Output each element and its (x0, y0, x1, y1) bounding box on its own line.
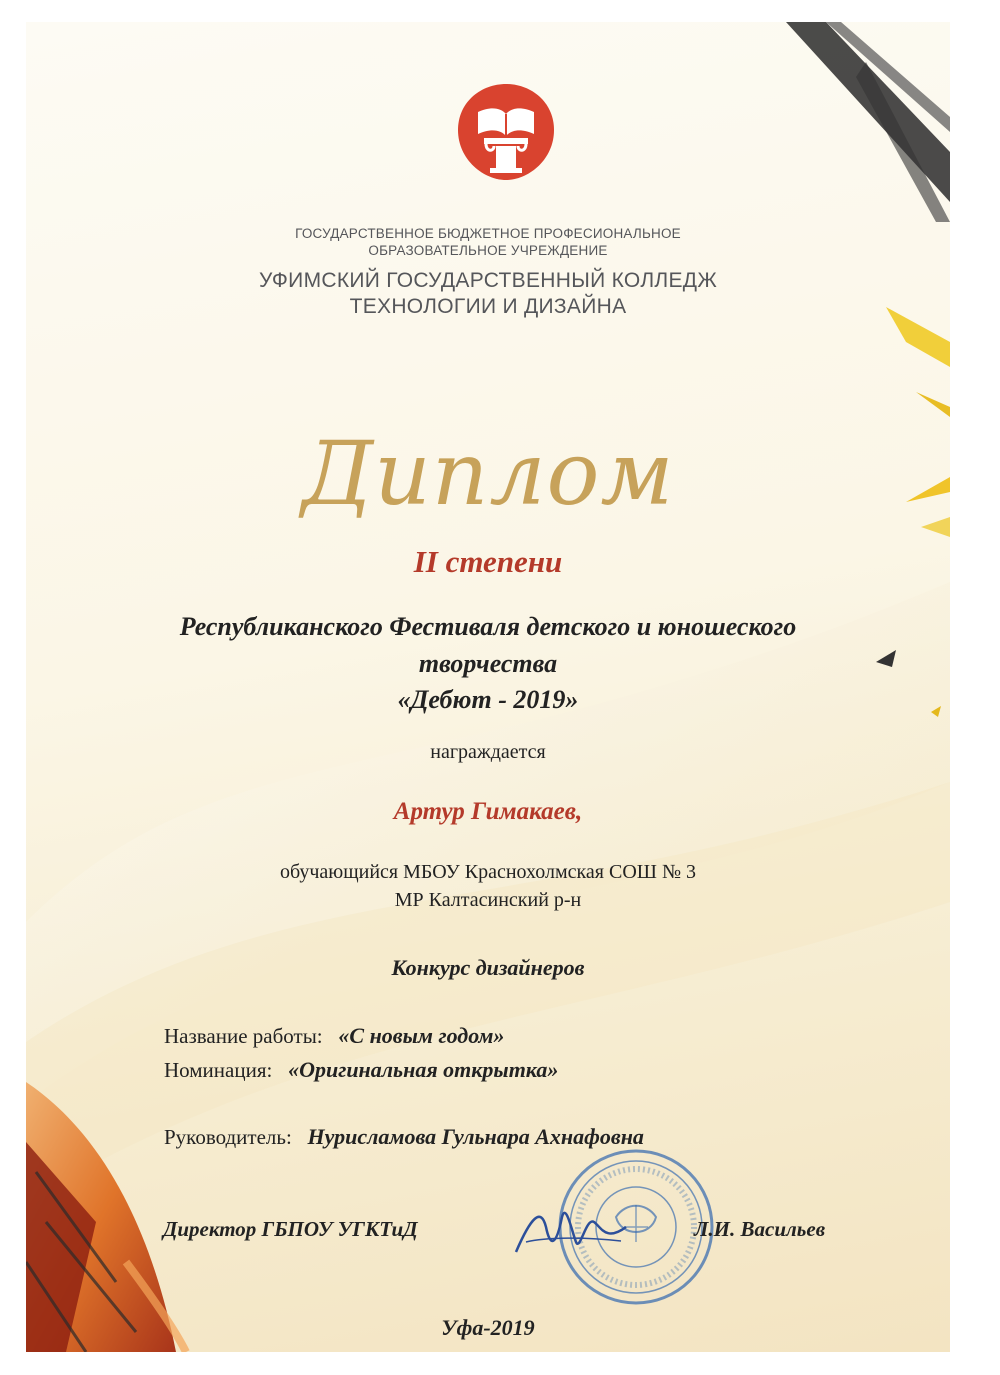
awardee-name: Артур Гимакаев, (393, 798, 583, 825)
work-title-label: Название работы: (164, 1024, 323, 1048)
city-year: Уфа-2019 (441, 1315, 535, 1340)
director-name: Л.И. Васильев (694, 1217, 826, 1241)
awarded-text: награждается (430, 741, 546, 763)
contest-name: Конкурс дизайнеров (391, 955, 585, 980)
festival-line-2: творчества (418, 649, 558, 678)
diploma-page (26, 22, 950, 1352)
school-line-2: МР Калтасинский р-н (394, 889, 582, 911)
festival-line-3: «Дебют - 2019» (397, 685, 579, 714)
org-line-3: УФИМСКИЙ ГОСУДАРСТВЕННЫЙ КОЛЛЕДЖ (258, 269, 718, 292)
nomination-value: «Оригинальная открытка» (288, 1057, 559, 1082)
director-signature (506, 1197, 636, 1267)
nomination-row (164, 1056, 558, 1084)
org-line-2: ОБРАЗОВАТЕЛЬНОЕ УЧРЕЖДЕНИЕ (368, 243, 608, 258)
org-line-4: ТЕХНОЛОГИИ И ДИЗАЙНА (349, 295, 627, 318)
org-line-1: ГОСУДАРСТВЕННОЕ БЮДЖЕТНОЕ ПРОФЕСИОНАЛЬНОЕ (295, 226, 681, 241)
school-line-1: обучающийся МБОУ Краснохолмская СОШ № 3 (279, 861, 697, 883)
leader-label: Руководитель: (164, 1125, 292, 1149)
work-title-row (164, 1022, 504, 1050)
director-title: Директор ГБПОУ УГКТиД (163, 1217, 418, 1241)
nomination-label: Номинация: (164, 1058, 273, 1082)
college-emblem-icon (456, 82, 556, 182)
leader-value: Нурисламова Гульнара Ахнафовна (307, 1124, 644, 1149)
diploma-degree: II степени (413, 544, 563, 579)
diploma-title: Диплом (301, 422, 675, 525)
work-title-value: «С новым годом» (338, 1023, 505, 1048)
festival-line-1: Республиканского Фестиваля детского и юношеского (179, 612, 797, 641)
